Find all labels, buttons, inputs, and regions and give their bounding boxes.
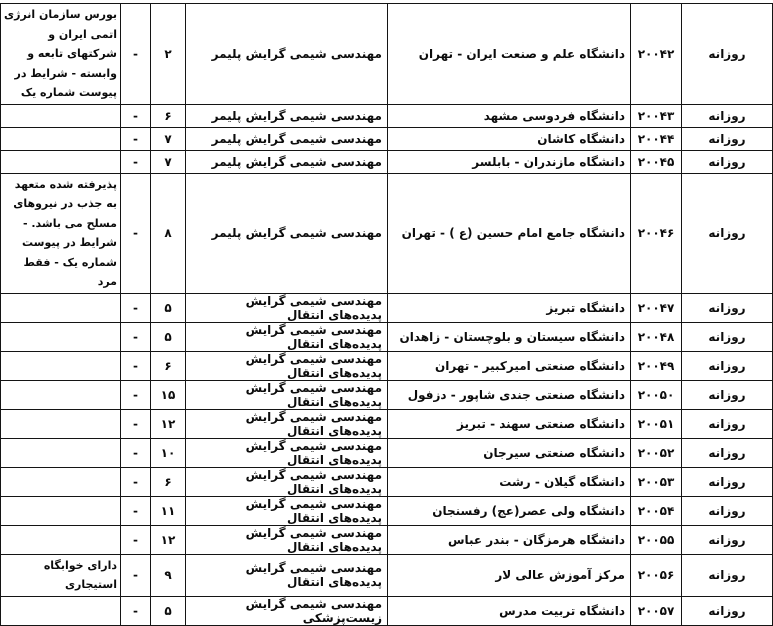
cell-dash: - — [121, 173, 151, 293]
cell-university: دانشگاه گیلان - رشت — [388, 467, 631, 496]
table-row — [1, 322, 773, 351]
cell-capacity: ۱۵ — [151, 380, 186, 409]
cell-program: مهندسی شیمی گرایش پدیده‌های انتقال — [186, 380, 388, 409]
table-row — [1, 127, 773, 150]
cell-code: ۲۰۰۴۴ — [631, 127, 682, 150]
cell-capacity: ۱۱ — [151, 496, 186, 525]
cell-code: ۲۰۰۴۸ — [631, 322, 682, 351]
cell-code: ۲۰۰۵۷ — [631, 596, 682, 625]
admission-table — [0, 3, 773, 626]
cell-code: ۲۰۰۴۶ — [631, 173, 682, 293]
cell-capacity: ۷ — [151, 127, 186, 150]
cell-note — [1, 409, 121, 438]
cell-code: ۲۰۰۵۱ — [631, 409, 682, 438]
cell-capacity: ۶ — [151, 351, 186, 380]
cell-dash: - — [121, 596, 151, 625]
cell-period: روزانه — [682, 525, 773, 554]
cell-capacity: ۶ — [151, 467, 186, 496]
cell-program: مهندسی شیمی گرایش پلیمر — [186, 150, 388, 173]
cell-note — [1, 351, 121, 380]
cell-note — [1, 496, 121, 525]
cell-dash: - — [121, 104, 151, 127]
cell-university: دانشگاه صنعتی سیرجان — [388, 438, 631, 467]
table-body — [1, 4, 773, 626]
cell-period: روزانه — [682, 4, 773, 105]
cell-capacity: ۲ — [151, 4, 186, 105]
cell-capacity: ۱۲ — [151, 525, 186, 554]
cell-dash: - — [121, 322, 151, 351]
cell-period: روزانه — [682, 409, 773, 438]
table-row — [1, 173, 773, 293]
cell-period: روزانه — [682, 127, 773, 150]
cell-note: پذیرفته شده متعهد به جذب در نیروهای مسلح می باشد. - شرایط در پیوست شماره یک - فقط مرد — [1, 173, 121, 293]
cell-period: روزانه — [682, 173, 773, 293]
cell-program: مهندسی شیمی گرایش پلیمر — [186, 173, 388, 293]
cell-dash: - — [121, 554, 151, 596]
table-row — [1, 496, 773, 525]
cell-code: ۲۰۰۴۵ — [631, 150, 682, 173]
cell-program: مهندسی شیمی گرایش پدیده‌های انتقال — [186, 351, 388, 380]
cell-period: روزانه — [682, 554, 773, 596]
cell-university: دانشگاه کاشان — [388, 127, 631, 150]
cell-dash: - — [121, 380, 151, 409]
cell-dash: - — [121, 467, 151, 496]
cell-period: روزانه — [682, 438, 773, 467]
cell-dash: - — [121, 127, 151, 150]
cell-note: بورس سازمان انرژی اتمی ایران و شرکتهای تابعه و وابسته - شرایط در پیوست شماره یک — [1, 4, 121, 105]
cell-program: مهندسی شیمی گرایش پدیده‌های انتقال — [186, 293, 388, 322]
cell-university: دانشگاه تبریز — [388, 293, 631, 322]
cell-dash: - — [121, 150, 151, 173]
cell-program: مهندسی شیمی گرایش پدیده‌های انتقال — [186, 409, 388, 438]
cell-program: مهندسی شیمی گرایش زیست‌پزشکی — [186, 596, 388, 625]
cell-program: مهندسی شیمی گرایش پلیمر — [186, 127, 388, 150]
cell-university: دانشگاه صنعتی امیرکبیر - تهران — [388, 351, 631, 380]
cell-capacity: ۹ — [151, 554, 186, 596]
cell-dash: - — [121, 4, 151, 105]
cell-dash: - — [121, 496, 151, 525]
cell-capacity: ۵ — [151, 596, 186, 625]
cell-code: ۲۰۰۵۰ — [631, 380, 682, 409]
document-page — [0, 3, 773, 625]
cell-university: دانشگاه سیستان و بلوچستان - زاهدان — [388, 322, 631, 351]
table-row — [1, 380, 773, 409]
cell-dash: - — [121, 293, 151, 322]
cell-code: ۲۰۰۵۲ — [631, 438, 682, 467]
cell-code: ۲۰۰۴۲ — [631, 4, 682, 105]
table-row — [1, 104, 773, 127]
cell-period: روزانه — [682, 380, 773, 409]
cell-period: روزانه — [682, 150, 773, 173]
table-row — [1, 525, 773, 554]
table-row — [1, 438, 773, 467]
cell-program: مهندسی شیمی گرایش پدیده‌های انتقال — [186, 496, 388, 525]
table-row — [1, 554, 773, 596]
cell-program: مهندسی شیمی گرایش پدیده‌های انتقال — [186, 322, 388, 351]
cell-code: ۲۰۰۴۷ — [631, 293, 682, 322]
cell-note — [1, 127, 121, 150]
cell-program: مهندسی شیمی گرایش پدیده‌های انتقال — [186, 467, 388, 496]
table-row — [1, 467, 773, 496]
cell-university: دانشگاه هرمزگان - بندر عباس — [388, 525, 631, 554]
cell-period: روزانه — [682, 351, 773, 380]
table-row — [1, 4, 773, 105]
table-row — [1, 351, 773, 380]
cell-note — [1, 525, 121, 554]
cell-capacity: ۱۲ — [151, 409, 186, 438]
cell-note — [1, 438, 121, 467]
table-row — [1, 293, 773, 322]
table-row — [1, 409, 773, 438]
cell-program: مهندسی شیمی گرایش پلیمر — [186, 104, 388, 127]
cell-note — [1, 104, 121, 127]
cell-period: روزانه — [682, 467, 773, 496]
cell-code: ۲۰۰۴۹ — [631, 351, 682, 380]
cell-period: روزانه — [682, 104, 773, 127]
cell-dash: - — [121, 438, 151, 467]
cell-code: ۲۰۰۴۳ — [631, 104, 682, 127]
cell-dash: - — [121, 409, 151, 438]
cell-program: مهندسی شیمی گرایش پدیده‌های انتقال — [186, 554, 388, 596]
cell-university: دانشگاه صنعتی سهند - تبریز — [388, 409, 631, 438]
cell-university: دانشگاه ولی عصر(عج) رفسنجان — [388, 496, 631, 525]
cell-note — [1, 380, 121, 409]
cell-code: ۲۰۰۵۶ — [631, 554, 682, 596]
cell-dash: - — [121, 351, 151, 380]
cell-period: روزانه — [682, 596, 773, 625]
cell-note — [1, 150, 121, 173]
table-row — [1, 596, 773, 625]
cell-capacity: ۱۰ — [151, 438, 186, 467]
cell-capacity: ۵ — [151, 293, 186, 322]
cell-program: مهندسی شیمی گرایش پدیده‌های انتقال — [186, 525, 388, 554]
cell-period: روزانه — [682, 496, 773, 525]
cell-period: روزانه — [682, 293, 773, 322]
cell-capacity: ۸ — [151, 173, 186, 293]
cell-capacity: ۵ — [151, 322, 186, 351]
cell-dash: - — [121, 525, 151, 554]
cell-note — [1, 467, 121, 496]
cell-university: دانشگاه صنعتی جندی شاپور - دزفول — [388, 380, 631, 409]
cell-university: مرکز آموزش عالی لار — [388, 554, 631, 596]
cell-code: ۲۰۰۵۵ — [631, 525, 682, 554]
cell-period: روزانه — [682, 322, 773, 351]
cell-university: دانشگاه علم و صنعت ایران - تهران — [388, 4, 631, 105]
cell-program: مهندسی شیمی گرایش پلیمر — [186, 4, 388, 105]
cell-university: دانشگاه فردوسی مشهد — [388, 104, 631, 127]
cell-code: ۲۰۰۵۳ — [631, 467, 682, 496]
cell-note: دارای خوابگاه استیجاری — [1, 554, 121, 596]
cell-capacity: ۶ — [151, 104, 186, 127]
table-row — [1, 150, 773, 173]
cell-university: دانشگاه تربیت مدرس — [388, 596, 631, 625]
cell-university: دانشگاه جامع امام حسین (ع ) - تهران — [388, 173, 631, 293]
cell-code: ۲۰۰۵۴ — [631, 496, 682, 525]
cell-capacity: ۷ — [151, 150, 186, 173]
cell-note — [1, 293, 121, 322]
cell-university: دانشگاه مازندران - بابلسر — [388, 150, 631, 173]
cell-note — [1, 322, 121, 351]
cell-note — [1, 596, 121, 625]
cell-program: مهندسی شیمی گرایش پدیده‌های انتقال — [186, 438, 388, 467]
